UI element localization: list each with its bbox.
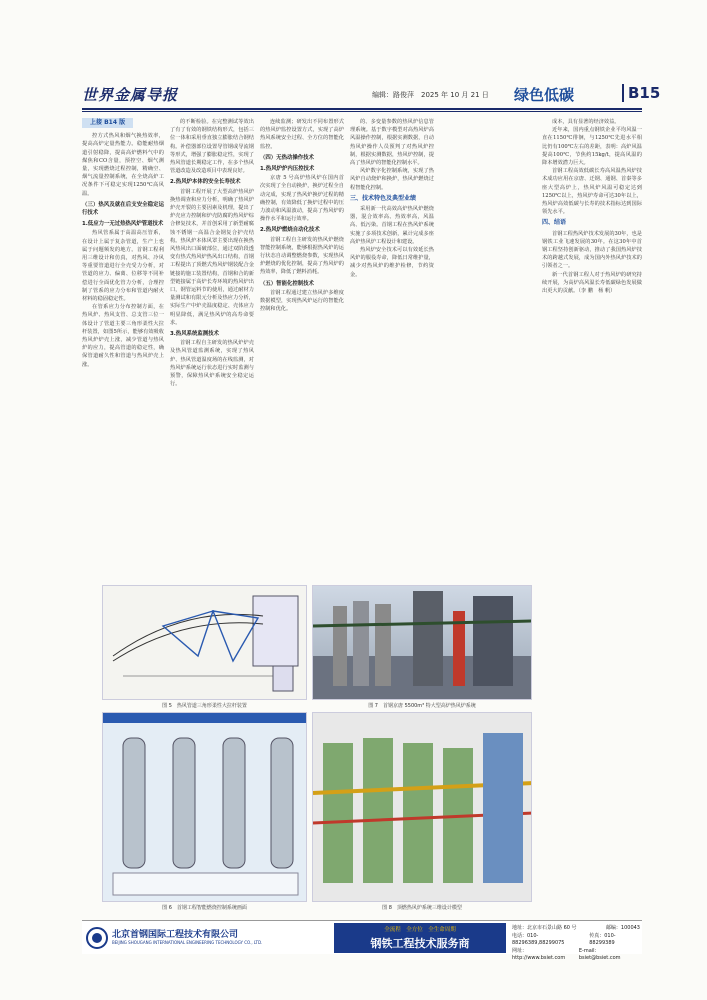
article-column-2 — [170, 118, 254, 558]
subheading: （三）热风及就在后支安全稳定运行技术 — [82, 201, 164, 217]
paragraph: 首钢工程高效低碳长寿高风温热风炉技术成功应用在京唐、迁钢、通钢、首秦等多座大型高炉上，热风炉风温可稳定达到1250℃以上，热风炉寿命可达30年以上，热风炉高效低碳与长寿的技术指标达到国际领先水平。 — [542, 168, 642, 216]
editor-date: 编辑：路俊萍 2025 年 10 月 21 日 — [372, 91, 489, 99]
figure-5-diagram — [102, 585, 307, 700]
subheading: 2.热风炉本体的安全长寿技术 — [170, 179, 241, 186]
paragraph: 首钢工程开展了大型高炉热风炉换热调查和应力分析，明确了热风炉炉壳开裂的主要因素及机理，提出了炉壳应力控制和炉壳防腐的热风炉综合修复技术，并首创采用了新型耐腐蚀不锈钢一高温合金钢复合护壳结构。热风炉本体风罩主要出现在换热风热风出口面破部位，通过双阶段透变有热式热风炉热风出口结构，首钢工程提出了顶燃式热风炉钢装配合金链接的施工装置结构，首钢和合的新型链接属于高炉长寿环境的热风炉出口，钢管运料节的使用，通过耐材力量测试和有限元分析及热应力分析，实际生产中炉壳温度稳定、壳体应力明显降低，满足热风炉的高寿命要求。 — [170, 188, 254, 326]
email-link[interactable]: E-mail：bsiet@bsiet.com — [578, 947, 621, 961]
paragraph: 采用新一代高效高炉热风炉燃烧器，混合效率高、热效率高，风温高、低污染。首钢工程在热风炉系统实施了多项技术创新，累计完成多座高炉热风炉工程设计和建设。 — [350, 206, 434, 245]
figure-5-caption: 图 5 热风管道三角形柔性大拉杆装置 — [162, 703, 247, 709]
section-heading: 四、结语 — [542, 219, 567, 227]
section-title: 绿色低碳 — [514, 86, 575, 104]
article-column-4 — [350, 118, 434, 558]
service-banner — [334, 923, 506, 953]
subheading: （五）智能化控制技术 — [260, 280, 314, 287]
figure-6-caption: 图 6 首钢工程智能燃烧控制系统画面 — [162, 905, 247, 911]
section-heading: 三、技术特色及典型业绩 — [350, 194, 417, 202]
newspaper-brand: 世界金属导报 — [82, 86, 179, 104]
paragraph: 首钢工程通过建立热风炉多维度数据模型，实现热风炉运行的智能化控制和优化。 — [260, 289, 344, 313]
paragraph: 热风管系属于高温高压管系，在设计上属于复杂管道，生产上也属于问题频发的地方。首钢工程利用三维设计和仿真，对热风、冷风等重要管道进行全壳受力分析，对管道的应力、偏离、位移等不同补偿进行全面优化管力分析，合理控制了管系的应力分布和管道内耐火材料的稳固稳定性。 — [82, 230, 164, 303]
paragraph: 首钢工程热风炉技术发展的30年，也是钢铁工业飞速发展的30年。在这30年中首钢工程坚持创新驱动，推动了我国热风炉技术的跨越式发展，成为国内外热风炉技术的引领者之一。 — [542, 230, 642, 270]
continued-tag: 上接 B14 版 — [82, 118, 133, 128]
paragraph: 热风炉安全技术可以有效延长热风炉的服役寿命，降低日常维护量，减少对热风炉的维护检修，节约资金。 — [350, 247, 434, 278]
paragraph: 连续监测；研发出不同布置形式的热风炉监控设置方式，实现了高炉热风系统安全过程、全方位的智能化监控。 — [260, 119, 344, 150]
fax: 传真：010-88299389 — [589, 932, 616, 946]
masthead — [82, 84, 661, 108]
paragraph: 在管系应力分布控制方面，在热风炉、热风支管、总支管三位一体设计了管道主要三角形柔性大拉杆装置，如图5所示，能够有效吸收热风炉炉壳上涨，减少管道与热风炉的应力，提高管道的稳定性，确保管道耐久性和管道与热风炉壳上涨。 — [82, 304, 164, 368]
subheading: 2.热风炉燃烧自动化技术 — [260, 227, 320, 234]
paragraph: 首钢工程自主研发的热风炉燃烧智能控制系统，能够根据热风炉的运行状态自动调整燃烧参数，实现热风炉燃烧的优化控制，提高了热风炉的热效率，降低了燃料消耗。 — [260, 236, 344, 276]
article-column-3 — [260, 118, 344, 558]
website-link[interactable]: 网址：http://www.bsiet.com — [512, 947, 566, 961]
paragraph: 京唐 5 号高炉热风炉在国内首次实现了全自动换炉，换炉过程全自动完成，实现了热风炉换炉过程的精确控制，有效降低了换炉过程中的压力波动和风温波动，提高了热风炉的操作水平和运行效率。 — [260, 175, 344, 223]
service-slogan: 全流程 全方位 全生命周期 — [384, 927, 456, 933]
footer-advertisement — [82, 920, 642, 961]
pipe-bracing-diagram — [103, 586, 307, 700]
paragraph: 近年来，国内重点钢铁企业平均风温一直在1150℃徘徊，与1250℃先进水平相比仍有100℃左右的差距，表明：高炉风温提高100℃，节焦约15kg/t，提高风温的降本增效潜力巨大。 — [542, 127, 642, 167]
service-title: 钢铁工程技术服务商 — [370, 937, 470, 950]
paragraph: 成本，具有显著的经济效益。 — [552, 119, 620, 125]
paragraph: 的、多变量参数的热风炉信息管理系统。基于数字模型对高热风炉高风温操作控制，根据实测数据，自动热风炉操作人员预判了对热风炉控制，根据实测数据，热风炉控制，提高了热风炉的智能化控制水平。 — [350, 119, 434, 167]
combustion-control-screen — [103, 713, 307, 902]
paragraph: 控方式热风和烟气换热效率，提高高炉定量热能力。稳能耐热烟道引射稳降，提高高炉燃料气中的煤焦和CO含量，预控空、烟气测量，实现燃烧过程控制，精确空、烟气流量控制系统，在全烧高炉工况条件下可稳定实现1250℃高风温。 — [82, 133, 164, 197]
hot-stove-3d-model — [313, 713, 532, 902]
masthead-rule — [82, 108, 642, 110]
figure-8-model — [312, 712, 532, 902]
subheading: （四）无热动操作技术 — [260, 154, 314, 161]
blast-furnace-photo — [313, 586, 532, 700]
figure-7-photo — [312, 585, 532, 700]
phone: 电话：010-88296389,88299075 — [512, 932, 565, 946]
company-name-cn: 北京首钢国际工程技术有限公司 — [112, 930, 239, 940]
zip: 邮编：100043 — [605, 925, 640, 931]
paragraph: 新一代首钢工程人对于热风炉的研究持续开展，为高炉高风温长寿低碳绿色发展做出更大的贡献。（李 鹏 杨 帆） — [542, 271, 642, 295]
subheading: 1.热风炉炉内压控技术 — [260, 166, 315, 173]
paragraph: 的不断检验。在完整测试等效出了有了有效的钢铁结构形式，包括三位一体和采用垂直独立膨胀结合钢结构。补偿器部位设置导管钢或导流钢等形式，增强了膨胀稳定性，实现了热风管道长期稳定工作，在多个热风管道改造及改造项目中表现良好。 — [170, 119, 254, 175]
masthead-rule-thin — [82, 111, 642, 112]
figure-6-screen — [102, 712, 307, 902]
figure-7-caption: 图 7 首钢京唐 5500m³ 特大型高炉热风炉系统 — [368, 703, 476, 709]
subheading: 3.热风系统监测技术 — [170, 331, 219, 338]
contact-info — [512, 925, 640, 963]
article-column-5 — [542, 118, 642, 908]
paragraph: 风炉数字化控制系统，实现了热风炉自动烧炉和换炉，热风炉燃烧过程智能化控制。 — [350, 168, 434, 191]
company-logo-icon — [86, 927, 108, 949]
paragraph: 首钢工程自主研发的热风炉炉壳及热风管道监测系统，实现了热风炉、热风管道温度场的在线监测，对热风炉系统运行状态进行实时监测与预警，保障热风炉系统安全稳定运行。 — [170, 340, 254, 388]
article-column-1 — [82, 118, 164, 578]
page-number: B15 — [622, 84, 660, 102]
company-name-en: BEIJING SHOUGANG INTERNATIONAL ENGINEERING TECHNOLOGY CO., LTD. — [112, 940, 263, 945]
address: 地址：北京市石景山路 60 号 — [512, 925, 577, 931]
subheading: 1.低应力一无过热热风炉管道技术 — [82, 221, 164, 228]
figure-8-caption: 图 8 顶燃热风炉系统三维设计模型 — [382, 905, 462, 911]
